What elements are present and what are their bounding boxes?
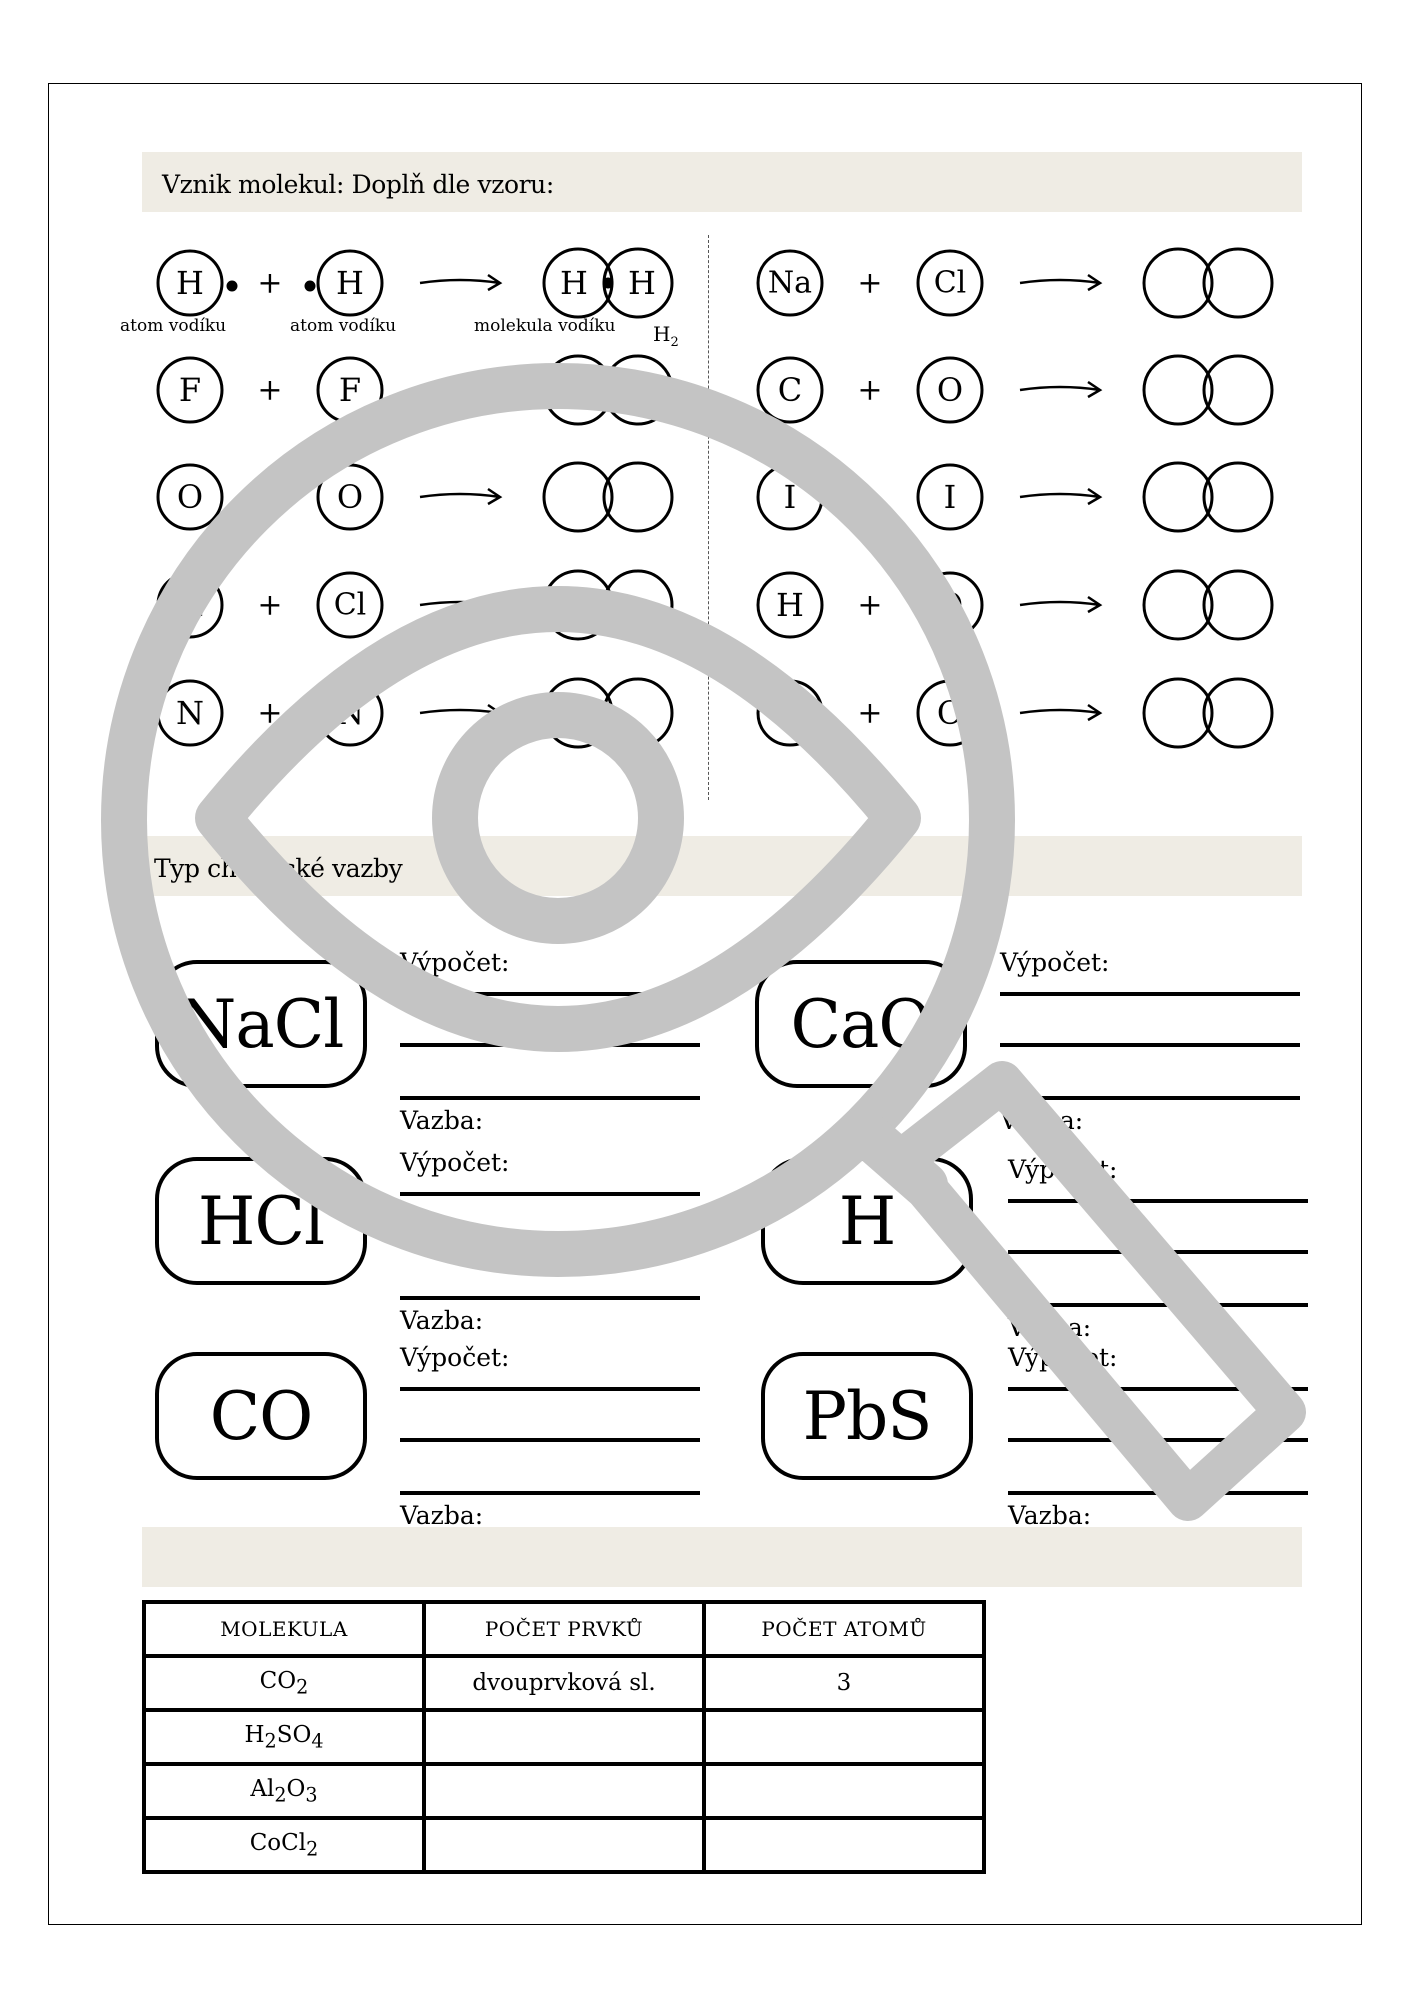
right-product-atom-1 [1144,679,1212,747]
left-product-atom-1 [544,679,612,747]
header-atom-count: POČET ATOMŮ [704,1602,984,1656]
table-row [144,1764,984,1818]
answer-line[interactable] [1008,1438,1308,1442]
calc-label: Výpočet: [1008,1343,1118,1372]
reaction-arrow [1020,597,1100,612]
left-atom-b-label: F [338,371,362,409]
answer-line[interactable] [400,1096,700,1100]
bond-label: Vazba: [1008,1313,1092,1342]
atoms-cell[interactable]: 3 [704,1656,984,1710]
calc-label: Výpočet: [1008,1155,1118,1184]
right-product-atom-2 [1204,356,1272,424]
bond-label: Vazba: [400,1306,484,1335]
left-product-atom-2 [604,679,672,747]
answer-line[interactable] [1000,1043,1300,1047]
molecule-table [142,1600,986,1874]
left-product-atom-1 [544,571,612,639]
bond-label: Vazba: [400,1501,484,1530]
elements-cell[interactable]: dvouprvková sl. [424,1656,704,1710]
calc-label: Výpočet: [1000,948,1110,977]
left-product-atom-2 [604,571,672,639]
calc-label: Výpočet: [400,1343,510,1372]
table-header-row [144,1602,984,1656]
section-title-bonds: Typ chemické vazby [154,854,403,883]
left-atom-a-label: O [176,478,204,516]
right-plus-sign: + [857,265,883,301]
left-atom-a-label: N [176,694,204,732]
left-atom-b-label: O [336,478,364,516]
atoms-cell[interactable] [704,1818,984,1872]
right-atom-b-label: I [943,478,957,516]
answer-line[interactable] [400,1043,700,1047]
left-atom-b-label: Cl [333,587,367,623]
right-atom-a-label: I [783,478,797,516]
section-title-molecules: Vznik molekul: Doplň dle vzoru: [162,170,554,199]
atoms-cell[interactable] [704,1710,984,1764]
right-product-atom-1 [1144,571,1212,639]
left-plus-sign: + [257,372,283,408]
left-atom-a-label: F [178,371,202,409]
right-atom-b-label: O [936,371,964,409]
left-product-atom-2 [604,356,672,424]
right-atom-b-label: Cl [933,265,967,301]
left-atom-b-label: H [336,264,364,302]
header-element-count: POČET PRVKŮ [424,1602,704,1656]
left-plus-sign: + [257,265,283,301]
answer-line[interactable] [400,992,700,996]
molecule-cell: CoCl$_2$ [144,1818,424,1872]
left-plus-sign: + [257,479,283,515]
answer-line[interactable] [400,1296,700,1300]
compound-box-h: H [761,1157,973,1285]
compound-box-cao: CaO [755,960,967,1088]
answer-line[interactable] [1008,1387,1308,1391]
molecule-cell: $CO_2$ [144,1656,424,1710]
left-plus-sign: + [257,587,283,623]
left-product-label-1: H [560,264,588,302]
left-product-label-2: H [628,264,656,302]
table-row [144,1818,984,1872]
left-atom-a-label: H [176,586,204,624]
right-plus-sign: + [857,372,883,408]
answer-line[interactable] [1008,1250,1308,1254]
electron-dot [604,279,612,287]
reaction-arrow [420,705,500,720]
calc-label: Výpočet: [400,948,510,977]
elements-cell[interactable] [424,1818,704,1872]
bond-label: Vazba: [1008,1501,1092,1530]
right-atom-a-label: C [777,371,803,409]
left-product-atom-2 [604,463,672,531]
molecule-cell: $Al_2O_3$ [144,1764,424,1818]
compound-box-hcl: HCl [155,1157,367,1285]
answer-line[interactable] [1008,1303,1308,1307]
answer-line[interactable] [400,1243,700,1247]
atoms-cell[interactable] [704,1764,984,1818]
answer-line[interactable] [400,1438,700,1442]
table-row [144,1656,984,1710]
reaction-arrow [420,275,500,290]
left-atom-b-label: N [336,694,364,732]
right-plus-sign: + [857,587,883,623]
right-atom-b-label: O [936,586,964,624]
answer-line[interactable] [400,1192,700,1196]
right-product-atom-2 [1204,571,1272,639]
electron-dot [306,282,314,290]
right-product-atom-2 [1204,679,1272,747]
answer-line[interactable] [400,1387,700,1391]
caption-atom-1: atom vodíku [120,316,227,336]
caption-molecule: molekula vodíku [474,316,616,336]
right-product-atom-1 [1144,249,1212,317]
table-row [144,1710,984,1764]
left-atom-a-label: H [176,264,204,302]
right-atom-a-label: H [776,586,804,624]
molecule-cell: $H_2SO_4$ [144,1710,424,1764]
right-product-atom-2 [1204,463,1272,531]
answer-line[interactable] [400,1491,700,1495]
right-atom-b-label: O [936,694,964,732]
right-atom-a-label: C [777,694,803,732]
reaction-arrow [420,597,500,612]
right-product-atom-1 [1144,463,1212,531]
elements-cell[interactable] [424,1764,704,1818]
calc-label: Výpočet: [400,1148,510,1177]
reaction-arrow [1020,489,1100,504]
compound-box-nacl: NaCl [155,960,367,1088]
answer-line[interactable] [1008,1199,1308,1203]
right-atom-a-label: Na [767,265,813,301]
reaction-arrow [420,382,500,397]
left-product-atom-1 [544,356,612,424]
electron-dot [228,282,236,290]
right-product-atom-1 [1144,356,1212,424]
bond-label: Vazba: [400,1106,484,1135]
compound-box-co: CO [155,1352,367,1480]
answer-line[interactable] [1008,1491,1308,1495]
elements-cell[interactable] [424,1710,704,1764]
reaction-arrow [1020,705,1100,720]
reaction-arrow [420,489,500,504]
left-product-atom-1 [544,463,612,531]
header-molecule: MOLEKULA [144,1602,424,1656]
bond-label: Vazba: [1000,1106,1084,1135]
answer-line[interactable] [1000,992,1300,996]
answer-line[interactable] [1000,1096,1300,1100]
compound-box-pbs: PbS [761,1352,973,1480]
reaction-arrow [1020,275,1100,290]
right-product-atom-2 [1204,249,1272,317]
right-plus-sign: + [857,479,883,515]
left-plus-sign: + [257,695,283,731]
caption-formula: $H_2$ [653,322,679,350]
reaction-arrow [1020,382,1100,397]
caption-atom-2: atom vodíku [290,316,397,336]
right-plus-sign: + [857,695,883,731]
